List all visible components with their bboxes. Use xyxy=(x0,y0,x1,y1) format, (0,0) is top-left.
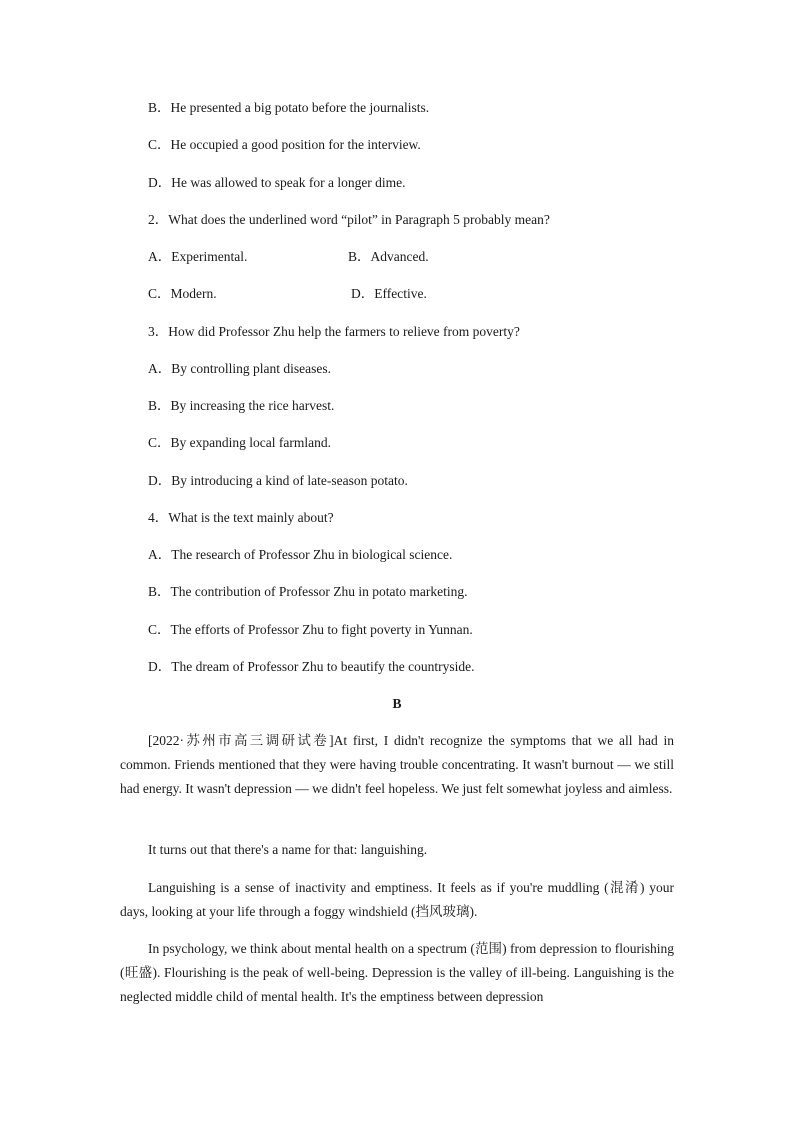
q2-option-b: B．Advanced. xyxy=(348,249,429,264)
q4-option-d: D．The dream of Professor Zhu to beautify the countryside. xyxy=(148,659,475,674)
passage-paragraph-3: Languishing is a sense of inactivity and emptiness. It feels as if you're muddling (混淆) your days, looking at your life through a foggy windshield (挡风玻璃). xyxy=(120,880,674,919)
q2-option-d: D．Effective. xyxy=(351,286,427,301)
q2-option-c: C．Modern. xyxy=(148,286,217,301)
q3-option-c: C．By expanding local farmland. xyxy=(148,435,331,450)
q2-option-a: A．Experimental. xyxy=(148,249,248,264)
section-heading: B xyxy=(392,696,402,711)
q3-option-b: B．By increasing the rice harvest. xyxy=(148,398,335,413)
q4-option-c: C．The efforts of Professor Zhu to fight poverty in Yunnan. xyxy=(148,622,473,637)
passage-paragraph-2: It turns out that there's a name for that: languishing. xyxy=(148,842,428,857)
passage-paragraph-4: In psychology, we think about mental health on a spectrum (范围) from depression to flourishing (旺盛). Flourishing is the peak of well-being. Depression is the valley of ill-being. Languishing is the neglected middle child of mental health. It's the emptiness between depression xyxy=(120,941,674,1004)
q3-stem: 3．How did Professor Zhu help the farmers to relieve from poverty? xyxy=(148,324,520,339)
q2-stem: 2．What does the underlined word “pilot” in Paragraph 5 probably mean? xyxy=(148,212,550,227)
passage-paragraph-1: [2022·苏州市高三调研试卷]At first, I didn't recognize the symptoms that we all had in common. Friends mentioned that they were having trouble concentrating. It wasn't burnout — we still had energy. It wasn't depression — we didn't feel hopeless. We just felt somewhat joyless and aimless. xyxy=(120,733,674,796)
q1-option-d: D．He was allowed to speak for a longer dime. xyxy=(148,175,406,190)
q4-stem: 4．What is the text mainly about? xyxy=(148,510,334,525)
q1-option-c: C．He occupied a good position for the interview. xyxy=(148,137,421,152)
q3-option-a: A．By controlling plant diseases. xyxy=(148,361,331,376)
q3-option-d: D．By introducing a kind of late-season potato. xyxy=(148,473,408,488)
q4-option-a: A．The research of Professor Zhu in biological science. xyxy=(148,547,453,562)
q4-option-b: B．The contribution of Professor Zhu in potato marketing. xyxy=(148,584,468,599)
q1-option-b: B．He presented a big potato before the journalists. xyxy=(148,100,430,115)
